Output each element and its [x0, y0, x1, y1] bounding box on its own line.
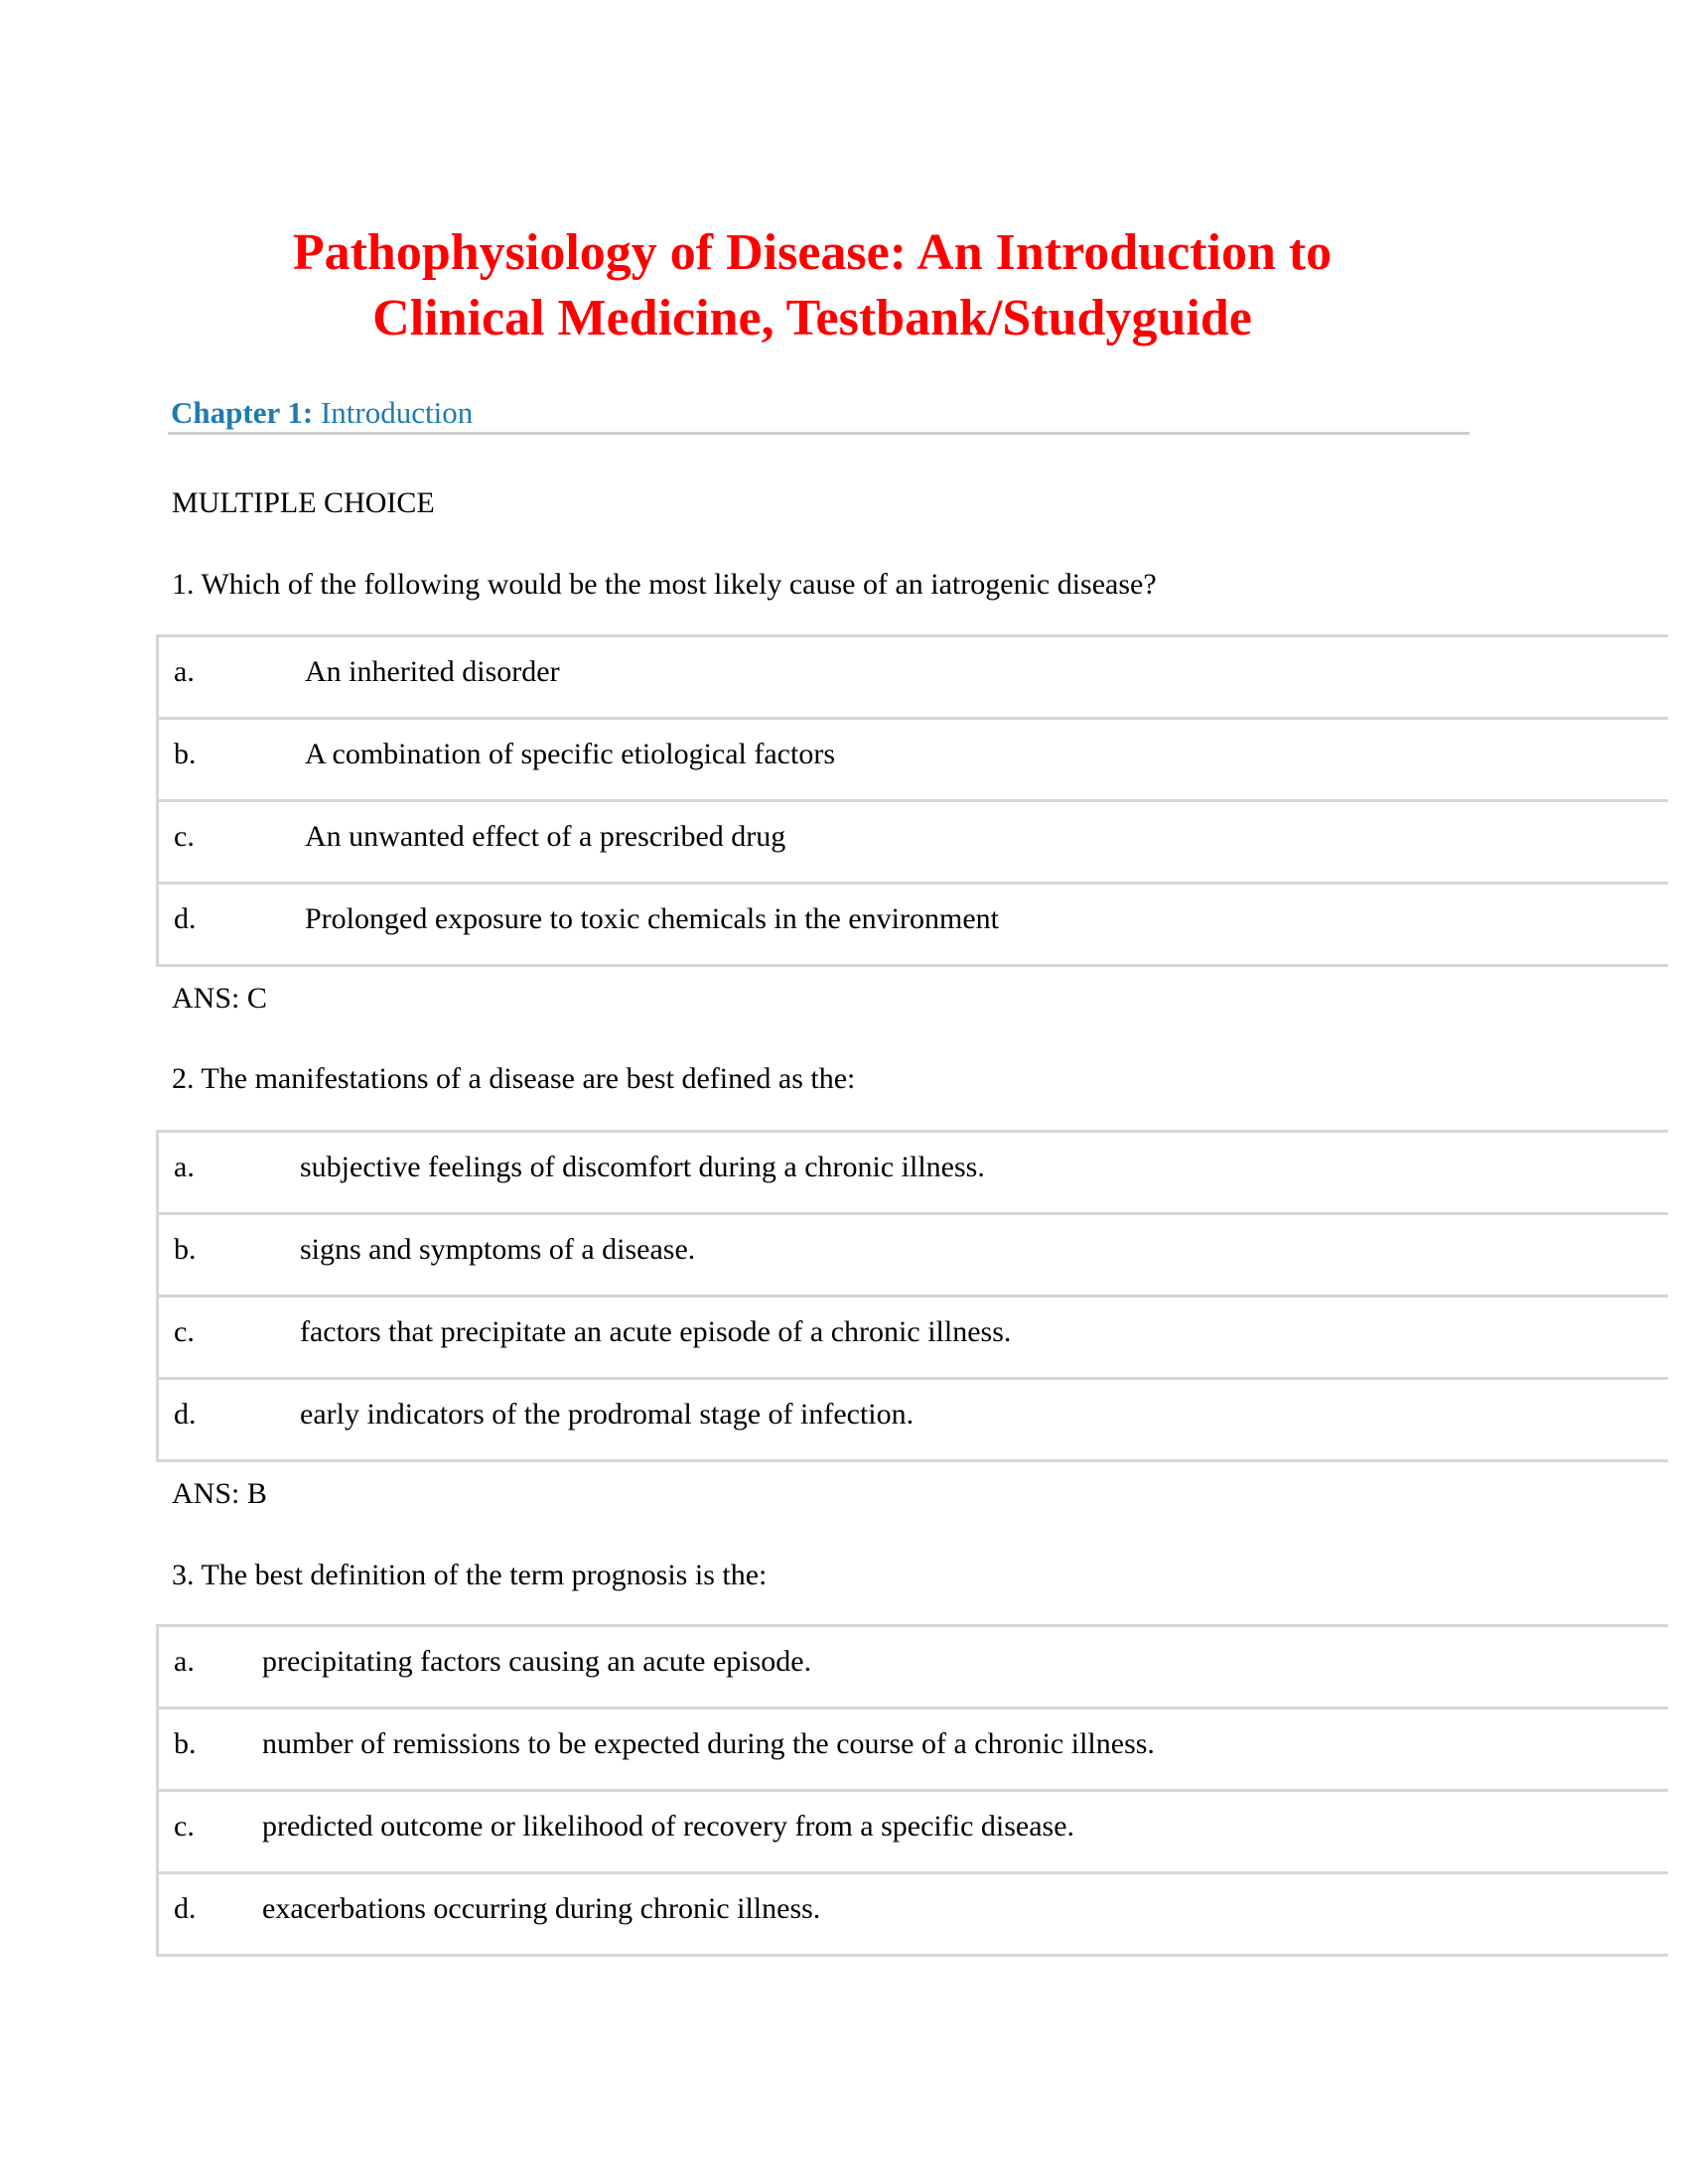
option-text: Prolonged exposure to toxic chemicals in the environment [305, 902, 999, 935]
option-text: exacerbations occurring during chronic illness. [262, 1892, 821, 1925]
option-row [159, 1297, 1668, 1380]
option-letter: c. [174, 820, 195, 853]
question-3-options [156, 1624, 1668, 1957]
chapter-label: Chapter 1: [171, 395, 314, 430]
option-row [159, 802, 1668, 885]
option-letter: d. [174, 902, 197, 935]
option-row [159, 1792, 1668, 1874]
option-letter: c. [174, 1315, 195, 1348]
chapter-divider [168, 432, 1470, 435]
question-2-text: 2. The manifestations of a disease are best defined as the: [172, 1062, 856, 1095]
chapter-name: Introduction [313, 395, 474, 430]
option-letter: a. [174, 1645, 195, 1678]
option-text: An inherited disorder [305, 655, 560, 688]
option-row [159, 1627, 1668, 1709]
option-row [159, 1380, 1668, 1462]
question-2-answer: ANS: B [172, 1477, 267, 1510]
option-letter: b. [174, 1727, 197, 1760]
option-letter: a. [174, 1151, 195, 1183]
question-1-answer: ANS: C [172, 982, 267, 1015]
option-text: predicted outcome or likelihood of recovery from a specific disease. [262, 1810, 1075, 1843]
option-text: subjective feelings of discomfort during a chronic illness. [300, 1151, 985, 1183]
option-text: precipitating factors causing an acute episode. [262, 1645, 812, 1678]
question-1-options [156, 634, 1668, 967]
document-title [0, 220, 1624, 351]
question-1-text: 1. Which of the following would be the most likely cause of an iatrogenic disease? [172, 568, 1157, 601]
option-row [159, 1874, 1668, 1957]
option-row [159, 1215, 1668, 1297]
option-text: early indicators of the prodromal stage of infection. [300, 1398, 914, 1431]
option-row [159, 720, 1668, 802]
option-letter: c. [174, 1810, 195, 1843]
option-row [159, 637, 1668, 720]
option-letter: a. [174, 655, 195, 688]
option-letter: d. [174, 1892, 197, 1925]
option-text: signs and symptoms of a disease. [300, 1233, 696, 1266]
option-letter: b. [174, 738, 197, 770]
title-line-2: Clinical Medicine, Testbank/Studyguide [372, 290, 1252, 346]
chapter-heading [171, 395, 473, 431]
option-letter: b. [174, 1233, 197, 1266]
option-row [159, 1133, 1668, 1215]
option-text: An unwanted effect of a prescribed drug [305, 820, 786, 853]
option-text: factors that precipitate an acute episode of a chronic illness. [300, 1315, 1012, 1348]
option-text: number of remissions to be expected during the course of a chronic illness. [262, 1727, 1155, 1760]
option-text: A combination of specific etiological factors [305, 738, 835, 770]
question-2-options [156, 1130, 1668, 1462]
option-row [159, 885, 1668, 967]
section-label: MULTIPLE CHOICE [172, 486, 435, 519]
title-line-1: Pathophysiology of Disease: An Introduction to [292, 224, 1333, 281]
option-row [159, 1709, 1668, 1792]
question-3-text: 3. The best definition of the term prognosis is the: [172, 1559, 768, 1591]
option-letter: d. [174, 1398, 197, 1431]
